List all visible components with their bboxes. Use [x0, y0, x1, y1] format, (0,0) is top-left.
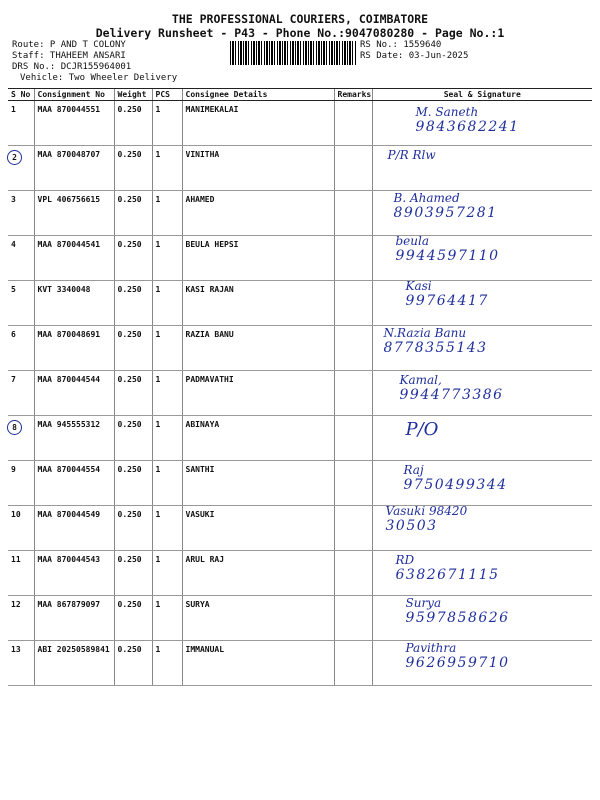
handwritten-signature [406, 596, 600, 626]
serial-number: 9 [11, 465, 16, 474]
handwritten-signature [406, 641, 600, 671]
col-header-signature: Seal & Signature [372, 89, 592, 101]
table-row [8, 281, 592, 326]
cell-consignment-no: MAA 870044549 [34, 506, 114, 551]
signature-phone: 8778355143 [383, 340, 488, 356]
runsheet-title: Delivery Runsheet - P43 - Phone No.:9047080280 - Page No.:1 [95, 26, 505, 40]
table-header-row [8, 89, 592, 101]
serial-number: 13 [11, 645, 21, 654]
cell-weight: 0.250 [114, 506, 152, 551]
signature-mark: Kamal, [399, 373, 442, 387]
cell-sno [8, 596, 34, 641]
signature-mark: Pavithra [405, 641, 457, 655]
cell-consignment-no: VPL 406756615 [34, 191, 114, 236]
col-header-consignee: Consignee Details [182, 89, 334, 101]
cell-pcs: 1 [152, 236, 182, 281]
cell-signature [372, 371, 592, 416]
signature-mark: M. Saneth [415, 105, 479, 119]
cell-consignee: ABINAYA [182, 416, 334, 461]
cell-consignee: AHAMED [182, 191, 334, 236]
cell-sno [8, 326, 34, 371]
col-header-consignment: Consignment No [34, 89, 114, 101]
route-info [12, 40, 177, 84]
signature-mark: B. Ahamed [393, 191, 460, 205]
signature-phone: 99764417 [405, 293, 489, 309]
handwritten-signature [388, 148, 600, 163]
cell-consignee: RAZIA BANU [182, 326, 334, 371]
serial-number: 12 [11, 600, 21, 609]
cell-sno [8, 461, 34, 506]
cell-pcs: 1 [152, 191, 182, 236]
cell-weight: 0.250 [114, 191, 152, 236]
cell-consignment-no: MAA 870048691 [34, 326, 114, 371]
cell-sno [8, 191, 34, 236]
col-header-remarks: Remarks [334, 89, 372, 101]
serial-number: 1 [11, 105, 16, 114]
cell-sno [8, 371, 34, 416]
cell-consignment-no: MAA 870044554 [34, 461, 114, 506]
cell-sno [8, 146, 34, 191]
handwritten-signature [396, 553, 600, 583]
cell-remarks [334, 326, 372, 371]
cell-signature [372, 596, 592, 641]
signature-phone: 8903957281 [393, 205, 498, 221]
drs-number: DRS No.: DCJR155964001 [12, 62, 132, 72]
cell-weight: 0.250 [114, 146, 152, 191]
signature-phone: 9843682241 [415, 119, 520, 135]
serial-number: 2 [12, 153, 17, 162]
signature-phone: 9597858626 [405, 610, 510, 626]
signature-phone: 9944773386 [399, 387, 504, 403]
cell-sno [8, 551, 34, 596]
cell-remarks [334, 146, 372, 191]
signature-mark: Vasuki 98420 [385, 504, 468, 518]
cell-signature [372, 416, 592, 461]
cell-consignee: SURYA [182, 596, 334, 641]
cell-consignee: PADMAVATHI [182, 371, 334, 416]
cell-pcs: 1 [152, 596, 182, 641]
signature-phone: 6382671115 [395, 567, 500, 583]
serial-number: 7 [11, 375, 16, 384]
cell-consignee: VASUKI [182, 506, 334, 551]
cell-weight: 0.250 [114, 281, 152, 326]
cell-signature [372, 326, 592, 371]
table-row [8, 326, 592, 371]
cell-signature [372, 506, 592, 551]
handwritten-signature [384, 326, 598, 356]
cell-weight: 0.250 [114, 641, 152, 686]
circle-mark [7, 420, 22, 435]
cell-weight: 0.250 [114, 551, 152, 596]
signature-mark: Kasi [405, 279, 432, 293]
cell-remarks [334, 596, 372, 641]
cell-consignment-no: ABI 20250589841 [34, 641, 114, 686]
serial-number: 8 [12, 423, 17, 432]
cell-signature [372, 101, 592, 146]
table-row [8, 461, 592, 506]
signature-mark: Surya [405, 596, 442, 610]
company-title: THE PROFESSIONAL COURIERS, COIMBATORE [171, 12, 429, 26]
vehicle-label: Vehicle: Two Wheeler Delivery [20, 73, 178, 83]
handwritten-signature [396, 234, 600, 264]
signature-phone: 9626959710 [405, 655, 510, 671]
signature-phone: 9944597110 [395, 248, 500, 264]
handwritten-signature [405, 419, 600, 440]
cell-weight: 0.250 [114, 101, 152, 146]
signature-phone: 9750499344 [403, 477, 508, 493]
cell-pcs: 1 [152, 281, 182, 326]
rs-info [360, 40, 468, 62]
col-header-pcs: PCS [152, 89, 182, 101]
table-row [8, 506, 592, 551]
cell-consignment-no: MAA 945555312 [34, 416, 114, 461]
cell-sno [8, 101, 34, 146]
rs-number: RS No.: 1559640 [360, 40, 442, 50]
cell-weight: 0.250 [114, 326, 152, 371]
circle-mark [7, 150, 22, 165]
cell-consignee: ARUL RAJ [182, 551, 334, 596]
cell-weight: 0.250 [114, 371, 152, 416]
signature-mark: P/R Rlw [387, 148, 436, 162]
cell-consignment-no: MAA 870044543 [34, 551, 114, 596]
table-row [8, 551, 592, 596]
rs-date: RS Date: 03-Jun-2025 [360, 51, 469, 61]
col-header-weight: Weight [114, 89, 152, 101]
signature-mark: Raj [403, 463, 424, 477]
handwritten-signature [394, 191, 600, 221]
cell-signature [372, 551, 592, 596]
table-row [8, 596, 592, 641]
cell-weight: 0.250 [114, 416, 152, 461]
table-row [8, 146, 592, 191]
handwritten-signature [406, 279, 600, 309]
cell-consignee: KASI RAJAN [182, 281, 334, 326]
serial-number: 6 [11, 330, 16, 339]
cell-remarks [334, 281, 372, 326]
cell-pcs: 1 [152, 371, 182, 416]
signature-mark: N.Razia Banu [383, 326, 467, 340]
cell-consignment-no: MAA 870044551 [34, 101, 114, 146]
handwritten-signature [386, 504, 600, 534]
handwritten-signature [416, 105, 600, 135]
cell-sno [8, 416, 34, 461]
cell-consignee: SANTHI [182, 461, 334, 506]
serial-number: 4 [11, 240, 16, 249]
cell-pcs: 1 [152, 506, 182, 551]
cell-signature [372, 236, 592, 281]
cell-consignee: BEULA HEPSI [182, 236, 334, 281]
staff-label: Staff: THAHEEM ANSARI [12, 51, 126, 61]
cell-consignment-no: MAA 870048707 [34, 146, 114, 191]
cell-signature [372, 461, 592, 506]
cell-remarks [334, 101, 372, 146]
cell-sno [8, 236, 34, 281]
cell-pcs: 1 [152, 101, 182, 146]
cell-sno [8, 641, 34, 686]
signature-mark: P/O [405, 419, 439, 440]
cell-remarks [334, 641, 372, 686]
table-row [8, 101, 592, 146]
cell-signature [372, 191, 592, 236]
cell-weight: 0.250 [114, 596, 152, 641]
cell-weight: 0.250 [114, 461, 152, 506]
signature-mark: beula [395, 234, 430, 248]
signature-mark: RD [395, 553, 415, 567]
cell-consignee: MANIMEKALAI [182, 101, 334, 146]
table-row [8, 641, 592, 686]
table-row [8, 191, 592, 236]
table-row [8, 236, 592, 281]
cell-signature [372, 281, 592, 326]
cell-remarks [334, 461, 372, 506]
col-header-sno: S No [8, 89, 34, 101]
handwritten-signature [400, 373, 600, 403]
handwritten-signature [404, 463, 600, 493]
cell-weight: 0.250 [114, 236, 152, 281]
serial-number: 5 [11, 285, 16, 294]
cell-pcs: 1 [152, 146, 182, 191]
cell-remarks [334, 191, 372, 236]
cell-signature [372, 146, 592, 191]
cell-sno [8, 281, 34, 326]
cell-pcs: 1 [152, 326, 182, 371]
barcode-image [230, 41, 356, 65]
cell-remarks [334, 551, 372, 596]
cell-sno [8, 506, 34, 551]
cell-consignment-no: MAA 867879097 [34, 596, 114, 641]
signature-phone: 30503 [385, 518, 438, 534]
cell-remarks [334, 506, 372, 551]
delivery-table [8, 88, 592, 686]
cell-remarks [334, 416, 372, 461]
cell-consignee: VINITHA [182, 146, 334, 191]
serial-number: 3 [11, 195, 16, 204]
cell-pcs: 1 [152, 551, 182, 596]
cell-consignment-no: MAA 870044544 [34, 371, 114, 416]
cell-consignee: IMMANUAL [182, 641, 334, 686]
serial-number: 10 [11, 510, 21, 519]
cell-signature [372, 641, 592, 686]
cell-pcs: 1 [152, 461, 182, 506]
cell-pcs: 1 [152, 416, 182, 461]
cell-remarks [334, 371, 372, 416]
cell-pcs: 1 [152, 641, 182, 686]
cell-consignment-no: MAA 870044541 [34, 236, 114, 281]
cell-remarks [334, 236, 372, 281]
cell-consignment-no: KVT 3340048 [34, 281, 114, 326]
table-row [8, 416, 592, 461]
route-label: Route: P AND T COLONY [12, 40, 126, 50]
table-body [8, 101, 592, 686]
table-row [8, 371, 592, 416]
serial-number: 11 [11, 555, 21, 564]
